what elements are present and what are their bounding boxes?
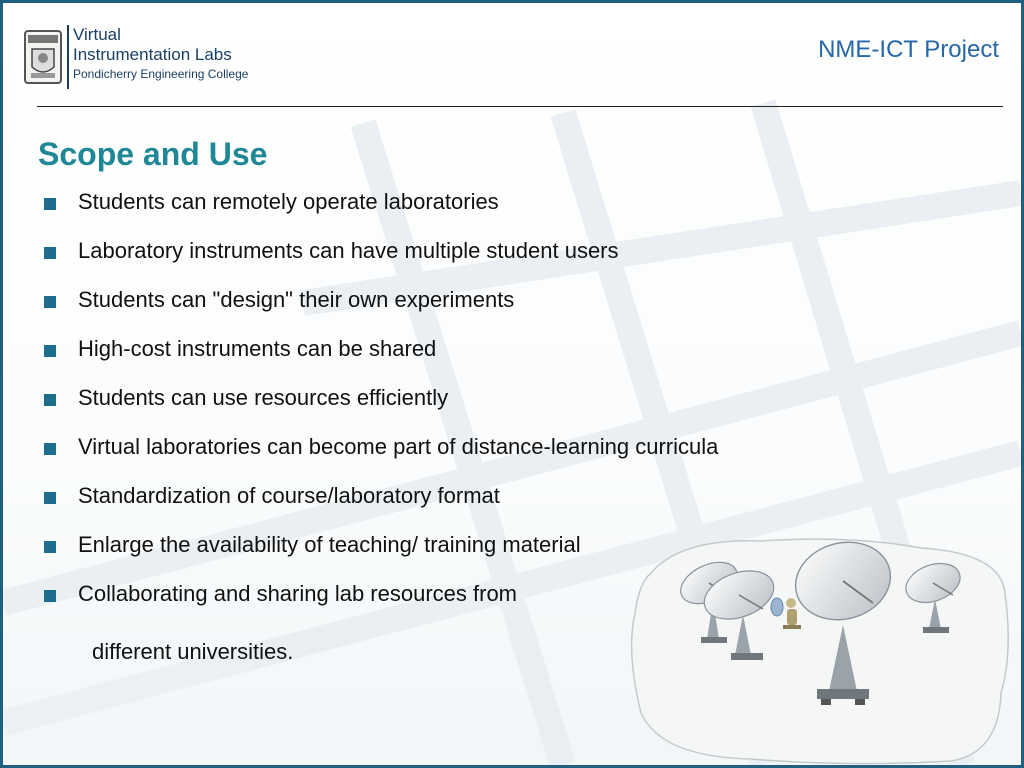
bullet-square-icon — [44, 198, 56, 210]
logo-text — [67, 25, 263, 89]
bullet-text: Laboratory instruments can have multiple student users — [78, 238, 619, 263]
bullet-text: Students can "design" their own experiments — [78, 287, 515, 312]
bullet-text: Standardization of course/laboratory format — [78, 483, 500, 508]
bullet-item — [41, 334, 831, 383]
logo-line-college: Pondicherry Engineering College — [73, 67, 249, 81]
bullet-square-icon — [44, 443, 56, 455]
bullet-item — [41, 285, 831, 334]
bullet-text: Collaborating and sharing lab resources from — [78, 581, 518, 606]
bullet-square-icon — [44, 590, 56, 602]
logo-line-instrumentation: Instrumentation Labs — [73, 45, 232, 64]
project-name: NME-ICT Project — [818, 36, 999, 63]
bullet-text: Virtual laboratories can become part of distance-learning curricula — [78, 434, 719, 459]
satellite-dishes-illustration — [621, 533, 1019, 767]
bullet-square-icon — [44, 247, 56, 259]
bullet-square-icon — [44, 345, 56, 357]
logo-line-virtual: Virtual — [73, 25, 121, 44]
bullet-square-icon — [44, 492, 56, 504]
bullet-square-icon — [44, 296, 56, 308]
college-seal-icon — [23, 29, 63, 85]
bullet-continuation: different universities. — [92, 639, 294, 664]
bullet-item — [41, 481, 831, 530]
bullet-square-icon — [44, 394, 56, 406]
bullet-item — [41, 187, 831, 236]
bullet-item — [41, 432, 831, 481]
slide-title: Scope and Use — [38, 136, 268, 172]
bullet-text: High-cost instruments can be shared — [78, 336, 437, 361]
bullet-text: Enlarge the availability of teaching/ training material — [78, 532, 581, 557]
header-divider — [37, 106, 1003, 107]
bullet-square-icon — [44, 541, 56, 553]
bullet-item — [41, 236, 831, 285]
college-logo — [23, 25, 253, 91]
bullet-item — [41, 383, 831, 432]
bullet-text: Students can remotely operate laboratories — [78, 189, 499, 214]
bullet-text: Students can use resources efficiently — [78, 385, 449, 410]
